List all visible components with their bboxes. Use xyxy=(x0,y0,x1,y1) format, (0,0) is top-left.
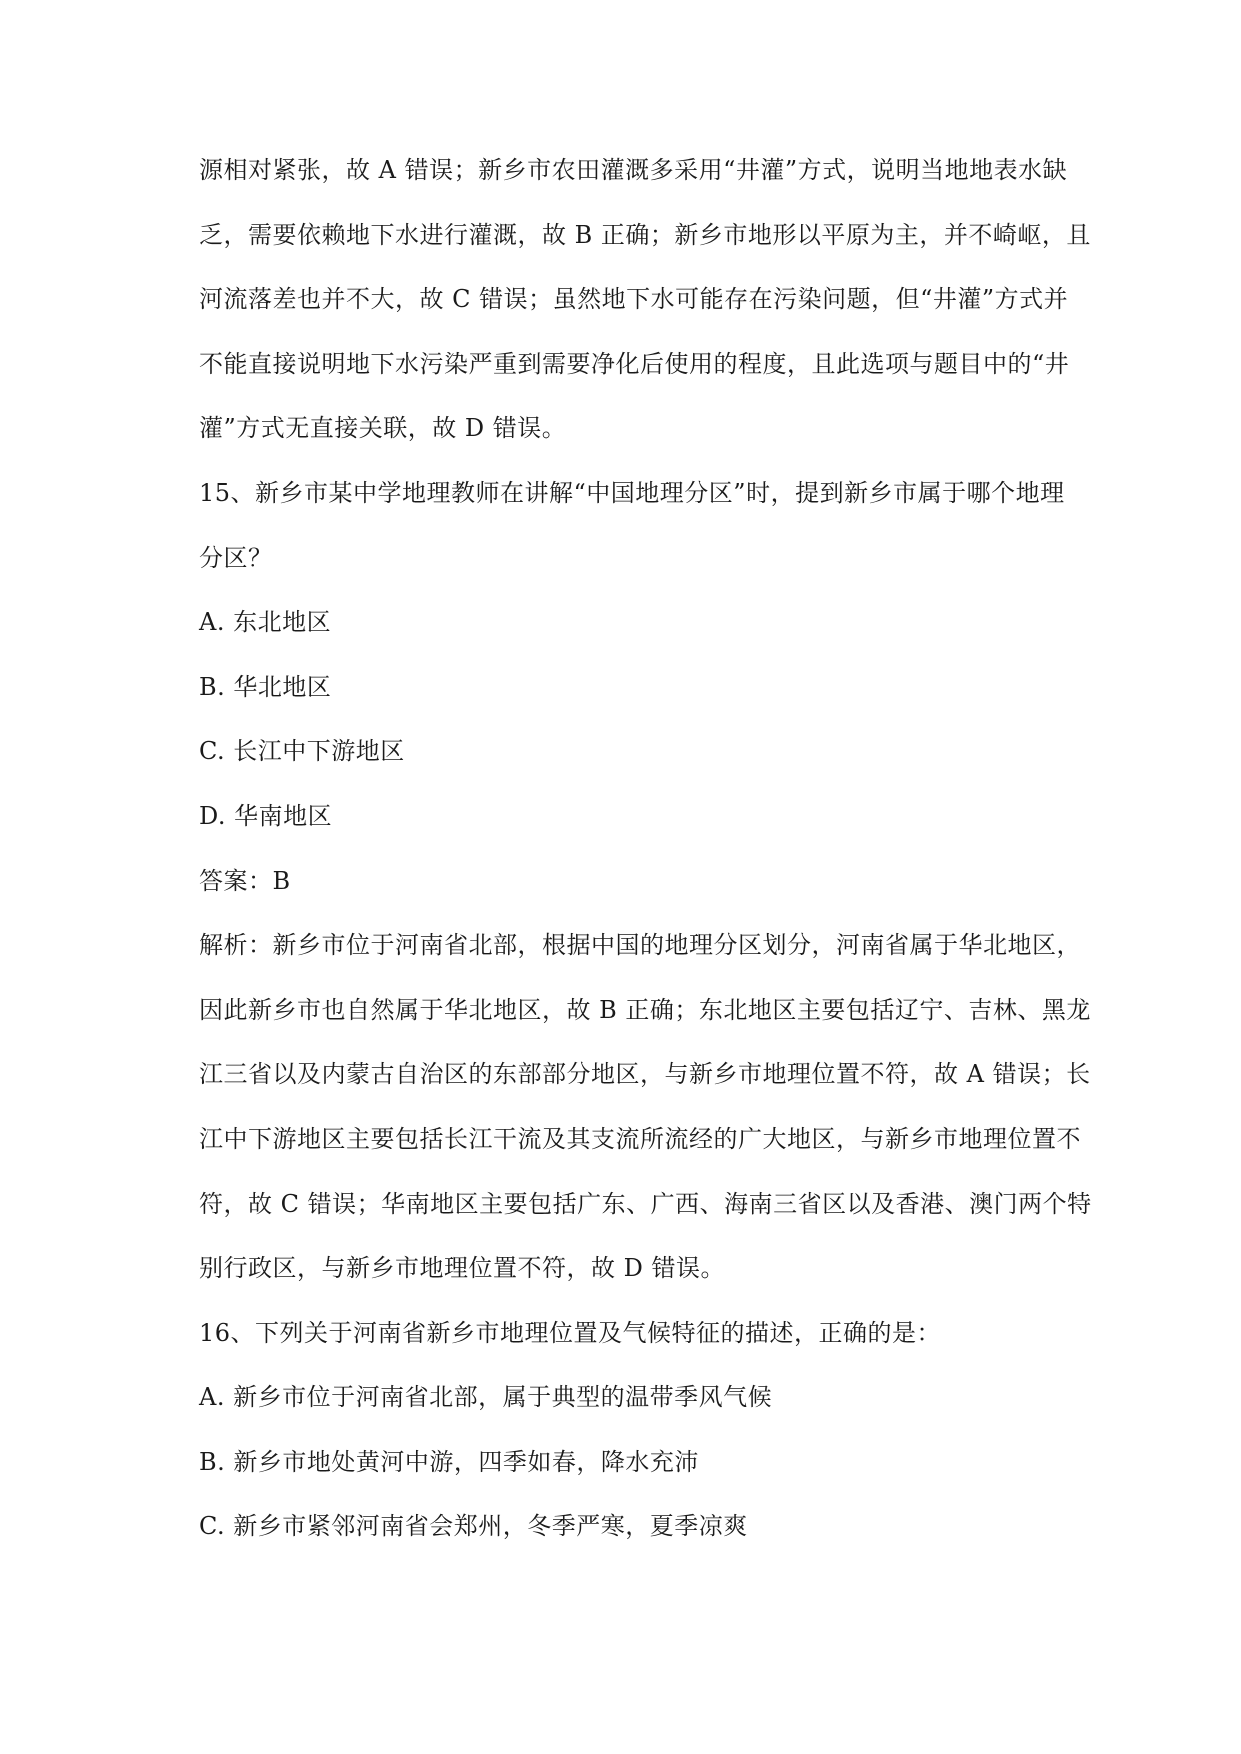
option-b: B. 新乡市地处黄河中游，四季如春，降水充沛 xyxy=(199,1447,699,1476)
text-line: 源相对紧张，故 A 错误；新乡市农田灌溉多采用“井灌”方式，说明当地地表水缺 xyxy=(199,156,1068,184)
question-16 xyxy=(199,1301,1099,1559)
text-line: 不能直接说明地下水污染严重到需要净化后使用的程度，且此选项与题目中的“井 xyxy=(199,349,1070,378)
analysis-line: 因此新乡市也自然属于华北地区，故 B 正确；东北地区主要包括辽宁、吉林、黑龙 xyxy=(199,995,1091,1024)
analysis-line: 符，故 C 错误；华南地区主要包括广东、广西、海南三省区以及香港、澳门两个特 xyxy=(199,1189,1092,1218)
question-stem-line: 分区？ xyxy=(199,543,273,572)
question-stem-line: 16、下列关于河南省新乡市地理位置及气候特征的描述，正确的是： xyxy=(199,1318,942,1347)
document-body xyxy=(199,138,1099,1559)
analysis-line: 别行政区，与新乡市地理位置不符，故 D 错误。 xyxy=(199,1254,725,1283)
option-a: A. 东北地区 xyxy=(199,608,332,637)
option-d: D. 华南地区 xyxy=(199,801,333,830)
text-line: 灌”方式无直接关联，故 D 错误。 xyxy=(199,414,567,443)
question-15 xyxy=(199,461,1099,1301)
question-stem-line: 15、新乡市某中学地理教师在讲解“中国地理分区”时，提到新乡市属于哪个地理 xyxy=(199,478,1065,507)
option-c: C. 长江中下游地区 xyxy=(199,737,405,766)
text-line: 河流落差也并不大，故 C 错误；虽然地下水可能存在污染问题，但“井灌”方式并 xyxy=(199,285,1069,314)
analysis-line: 江中下游地区主要包括长江干流及其支流所流经的广大地区，与新乡市地理位置不 xyxy=(199,1124,1081,1153)
text-line: 乏，需要依赖地下水进行灌溉，故 B 正确；新乡市地形以平原为主，并不崎岖，且 xyxy=(199,220,1091,249)
explanation-14-tail xyxy=(199,138,1099,461)
analysis-line: 解析：新乡市位于河南省北部，根据中国的地理分区划分，河南省属于华北地区， xyxy=(199,931,1081,960)
analysis-line: 江三省以及内蒙古自治区的东部部分地区，与新乡市地理位置不符，故 A 错误；长 xyxy=(199,1060,1091,1089)
option-a: A. 新乡市位于河南省北部，属于典型的温带季风气候 xyxy=(199,1383,773,1412)
option-c: C. 新乡市紧邻河南省会郑州，冬季严寒，夏季凉爽 xyxy=(199,1512,748,1541)
option-b: B. 华北地区 xyxy=(199,672,332,701)
answer-line: 答案：B xyxy=(199,866,291,895)
